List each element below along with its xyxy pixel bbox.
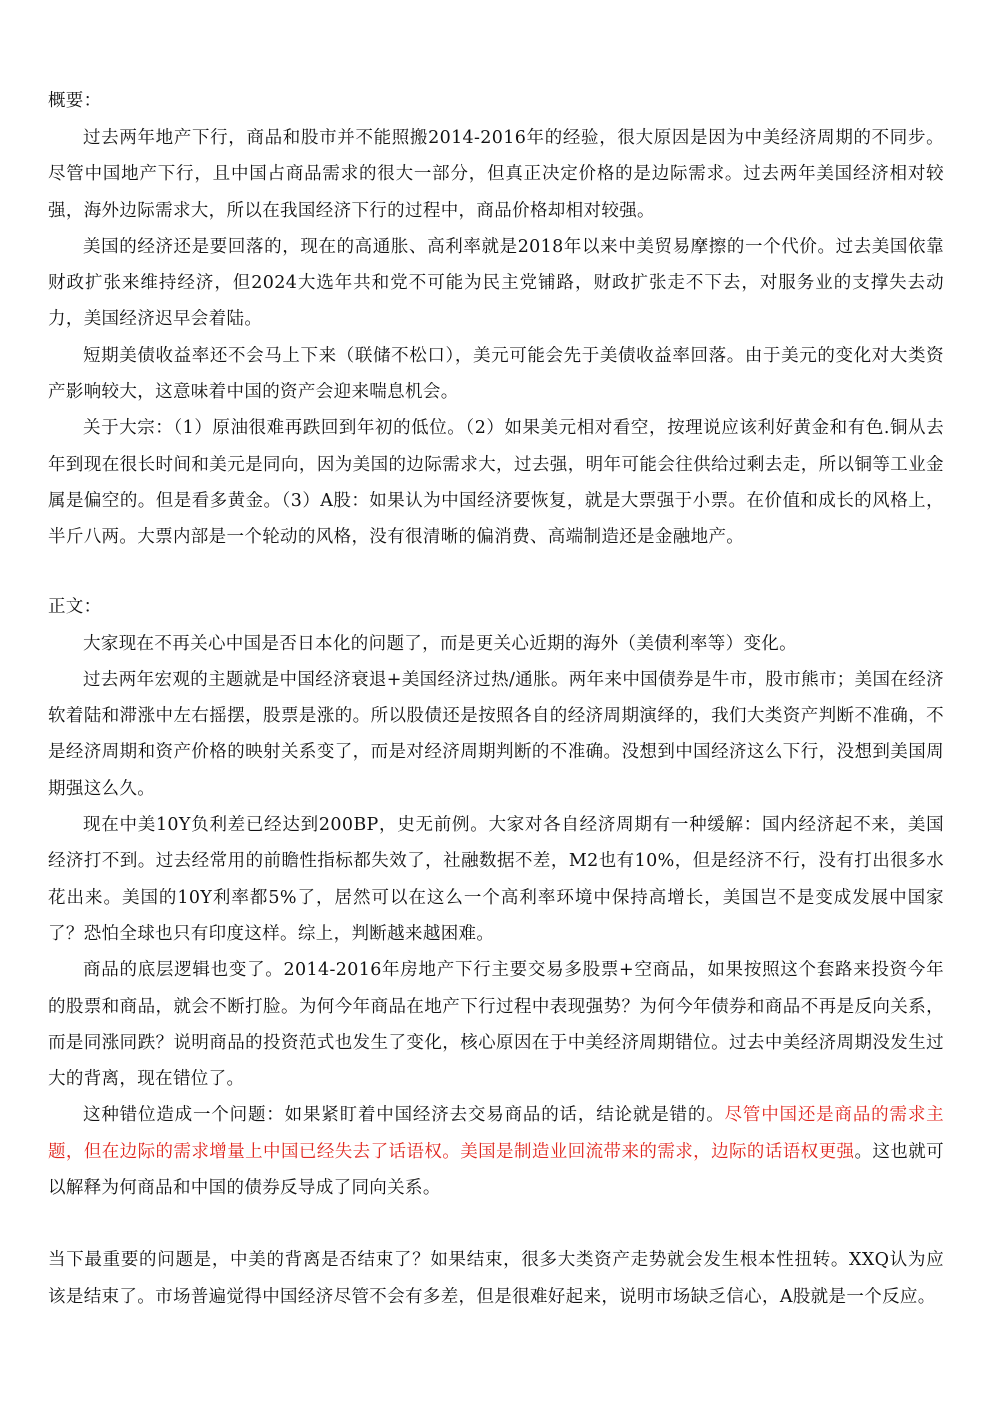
section-spacer <box>48 1206 944 1242</box>
summary-heading: 概要： <box>48 91 102 111</box>
summary-body <box>48 120 944 556</box>
body-text <box>48 626 944 1207</box>
body-paragraph-5 <box>48 1097 944 1206</box>
body-paragraph-4: 商品的底层逻辑也变了。2014-2016年房地产下行主要交易多股票+空商品，如果按照这个套路来投资今年的股票和商品，就会不断打脸。为何今年商品在地产下行过程中表现强势？为何今年债券和商品不再是反向关系，而是同涨同跌？说明商品的投资范式也发生了变化，核心原因在于中美经济周期错位。过去中美经济周期没发生过大的背离，现在错位了。 <box>48 960 944 1090</box>
body-paragraph-5-tail: 。这也就可以解释为何商品和中国的债券反导成了同向关系。 <box>48 1141 945 1199</box>
document-page <box>48 86 944 1315</box>
body-section <box>48 592 944 1207</box>
body-paragraph-3: 现在中美10Y负利差已经达到200BP，史无前例。大家对各自经济周期有一种缓解：国内经济起不来，美国经济打不到。过去经常用的前瞻性指标都失效了，社融数据不差，M2也有10%，但是经济不行，没有打出很多水花出来。美国的10Y利率都5%了，居然可以在这么一个高利率环境中保持高增长，美国岂不是变成发展中国家了？恐怕全球也只有印度这样。综上，判断越来越困难。 <box>48 815 944 944</box>
body-paragraph-5-text: 这种错位造成一个问题：如果紧盯着中国经济去交易商品的话，结论就是错的。 <box>83 1105 725 1126</box>
summary-paragraph-4: 关于大宗：（1）原油很难再跌回到年初的低位。（2）如果美元相对看空，按理说应该利好黄金和有色.铜从去年到现在很长时间和美元是同向，因为美国的边际需求大，过去强，明年可能会往供给过剩去走，所以铜等工业金属是偏空的。但是看多黄金。（3）A股：如果认为中国经济要恢复，就是大票强于小票。在价值和成长的风格上，半斤八两。大票内部是一个轮动的风格，没有很清晰的偏消费、高端制造还是金融地产。 <box>48 418 944 548</box>
highlighted-text: 尽管中国还是商品的需求主题，但在边际的需求增量上中国已经失去了话语权。美国是制造业回流带来的需求，边际的话语权更强 <box>48 1105 945 1162</box>
summary-paragraph-3: 短期美债收益率还不会马上下来（联储不松口），美元可能会先于美债收益率回落。由于美元的变化对大类资产影响较大，这意味着中国的资产会迎来喘息机会。 <box>48 345 944 403</box>
section-spacer <box>48 556 944 592</box>
closing-section <box>48 1242 944 1315</box>
body-paragraph-2: 过去两年宏观的主题就是中国经济衰退+美国经济过热/通胀。两年来中国债券是牛市，股市熊市；美国在经济软着陆和滞涨中左右摇摆，股票是涨的。所以股债还是按照各自的经济周期演绎的，我们大类资产判断不准确，不是经济周期和资产价格的映射关系变了，而是对经济周期判断的不准确。没想到中国经济这么下行，没想到美国周期强这么久。 <box>48 669 944 799</box>
body-heading: 正文： <box>48 596 102 617</box>
body-paragraph-1: 大家现在不再关心中国是否日本化的问题了，而是更关心近期的海外（美债利率等）变化。 <box>83 633 797 654</box>
summary-paragraph-2: 美国的经济还是要回落的，现在的高通胀、高利率就是2018年以来中美贸易摩擦的一个代价。过去美国依靠财政扩张来维持经济，但2024大选年共和党不可能为民主党铺路，财政扩张走不下去，对服务业的支撑失去动力，美国经济迟早会着陆。 <box>48 236 944 330</box>
summary-section <box>48 86 944 556</box>
closing-paragraph: 当下最重要的问题是，中美的背离是否结束了？如果结束，很多大类资产走势就会发生根本性扭转。XXQ认为应该是结束了。市场普遍觉得中国经济尽管不会有多差，但是很难好起来，说明市场缺乏信心，A股就是一个反应。 <box>48 1250 944 1307</box>
summary-paragraph-1: 过去两年地产下行，商品和股市并不能照搬2014-2016年的经验，很大原因是因为中美经济周期的不同步。尽管中国地产下行，且中国占商品需求的很大一部分，但真正决定价格的是边际需求。过去两年美国经济相对较强，海外边际需求大，所以在我国经济下行的过程中，商品价格却相对较强。 <box>48 128 944 221</box>
